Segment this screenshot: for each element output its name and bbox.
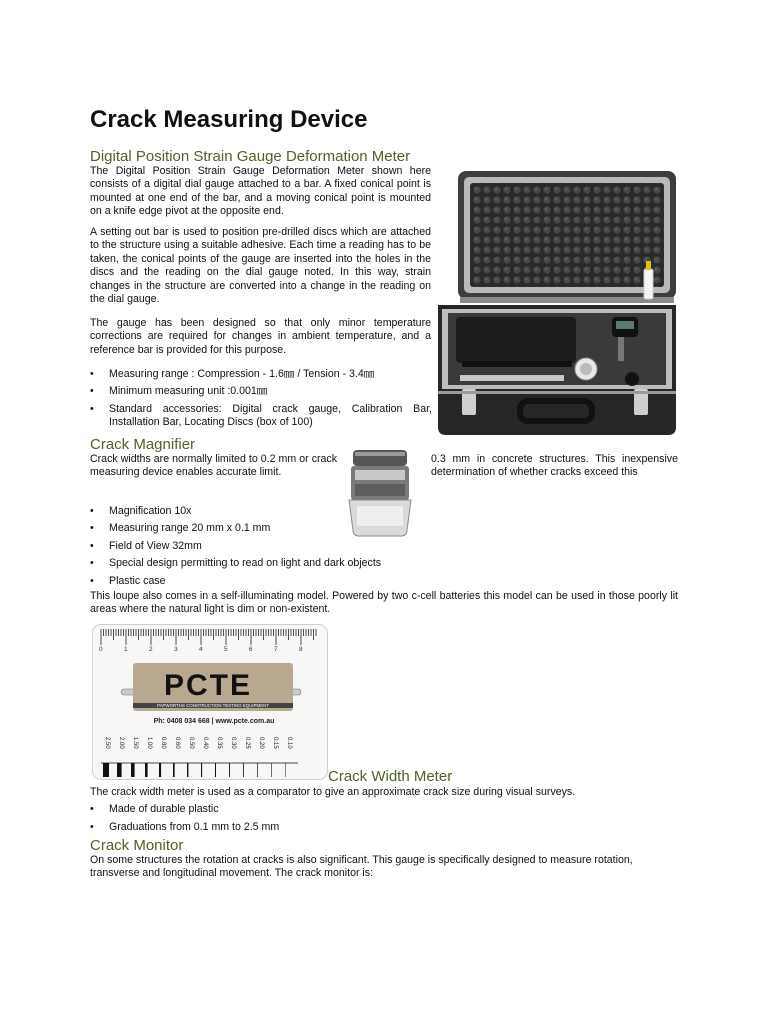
list-item: • Graduations from 0.1 mm to 2.5 mm: [90, 821, 430, 834]
ruler-scale-number: 7: [274, 646, 278, 653]
list-item: • Measuring range : Compression - 1.6㎜ / Tension - 3.4㎜: [90, 368, 432, 381]
strain-gauge-spec-list: [90, 368, 432, 430]
strain-gauge-case-image: [432, 165, 680, 437]
ruler-gauge-value: 1.50: [132, 737, 138, 749]
list-item: • Measuring range 20 mm x 0.1 mm: [90, 522, 430, 535]
ruler-gauge-value: 0.60: [174, 737, 180, 749]
list-item: • Special design permitting to read on light and dark objects: [90, 557, 430, 570]
crack-magnifier-text-left: Crack widths are normally limited to 0.2 mm or crack measuring device enables accurate limit.: [90, 453, 337, 479]
strain-gauge-paragraph-3: The gauge has been designed so that only minor temperature corrections are required for changes in ambient temperature, and a reference bar is provided for this purpose.: [90, 317, 431, 356]
ruler-contact-info: Ph: 0408 034 668 | www.pcte.com.au: [153, 718, 275, 725]
crack-magnifier-text-right: 0.3 mm in concrete structures. This inexpensive determination of whether cracks exceed this: [431, 453, 678, 479]
ruler-gauge-value: 0.20: [258, 737, 264, 749]
ruler-gauge-value: 0.35: [216, 737, 222, 749]
ruler-gauge-value: 0.15: [272, 737, 278, 749]
crack-width-meter-paragraph: The crack width meter is used as a comparator to give an approximate crack size during visual surveys.: [90, 786, 576, 798]
crack-width-meter-spec-list: [90, 803, 430, 835]
ruler-gauge-value: 0.40: [202, 737, 208, 749]
ruler-scale-number: 2: [149, 646, 153, 653]
ruler-scale-number: 0: [99, 646, 103, 653]
crack-width-meter-image: [92, 624, 328, 780]
ruler-scale-number: 1: [124, 646, 128, 653]
ruler-scale-number: 6: [249, 646, 253, 653]
ruler-tagline: PAPWORTHS CONSTRUCTION TESTING EQUIPMENT: [133, 703, 293, 708]
strain-gauge-paragraph-2: A setting out bar is used to position pre-drilled discs which are attached to the structure using a suitable adhesive. Each time a reading has to be taken, the conical points of the gauge are inserted into the holes in the discs and the reading on the dial gauge noted. In this way, strain changes in the structure are converted into a change in the reading on the dial gauge.: [90, 226, 431, 306]
list-item: • Standard accessories: Digital crack gauge, Calibration Bar, Installation Bar, Locating Discs (box of 100): [90, 403, 432, 430]
list-item: • Made of durable plastic: [90, 803, 430, 816]
list-item: • Field of View 32mm: [90, 540, 430, 553]
ruler-gauge-value: 1.00: [146, 737, 152, 749]
ruler-scale-number: 4: [199, 646, 203, 653]
pcte-logo: PCTE: [163, 669, 252, 702]
ruler-gauge-value: 0.25: [244, 737, 250, 749]
list-item: • Plastic case: [90, 575, 430, 588]
ruler-gauge-value: 2.00: [118, 737, 124, 749]
loupe-illuminated-paragraph: This loupe also comes in a self-illuminating model. Powered by two c-cell batteries this model can be used in those poorly lit areas where the natural light is dim or non-existent.: [90, 590, 678, 616]
ruler-scale-number: 3: [174, 646, 178, 653]
crack-monitor-paragraph: On some structures the rotation at cracks is also significant. This gauge is specifically designed to measure rotation, transverse and longitudinal movement. The crack monitor is:: [90, 854, 633, 880]
strain-gauge-paragraph-1: The Digital Position Strain Gauge Deformation Meter shown here consists of a digital dial gauge attached to a bar. A fixed conical point is mounted at one end of the bar, and a moving conical point is mounted on a knife edge pivot at the opposite end.: [90, 165, 431, 218]
ruler-gauge-value: 0.30: [230, 737, 236, 749]
page-title: Crack Measuring Device: [90, 106, 368, 133]
ruler-gauge-value: 2.50: [104, 737, 110, 749]
section-heading-crack-monitor: Crack Monitor: [90, 837, 184, 854]
section-heading-strain-gauge: Digital Position Strain Gauge Deformation Meter: [90, 148, 411, 165]
ruler-scale-number: 5: [224, 646, 228, 653]
section-heading-crack-magnifier: Crack Magnifier: [90, 436, 196, 453]
list-item: • Magnification 10x: [90, 505, 430, 518]
section-heading-crack-width-meter: Crack Width Meter: [328, 768, 453, 785]
ruler-scale-number: 8: [299, 646, 303, 653]
list-item: • Minimum measuring unit :0.001㎜: [90, 385, 432, 398]
ruler-gauge-value: 0.80: [160, 737, 166, 749]
ruler-gauge-value: 0.50: [188, 737, 194, 749]
ruler-gauge-value: 0.10: [286, 737, 292, 749]
crack-magnifier-spec-list: [90, 505, 430, 588]
